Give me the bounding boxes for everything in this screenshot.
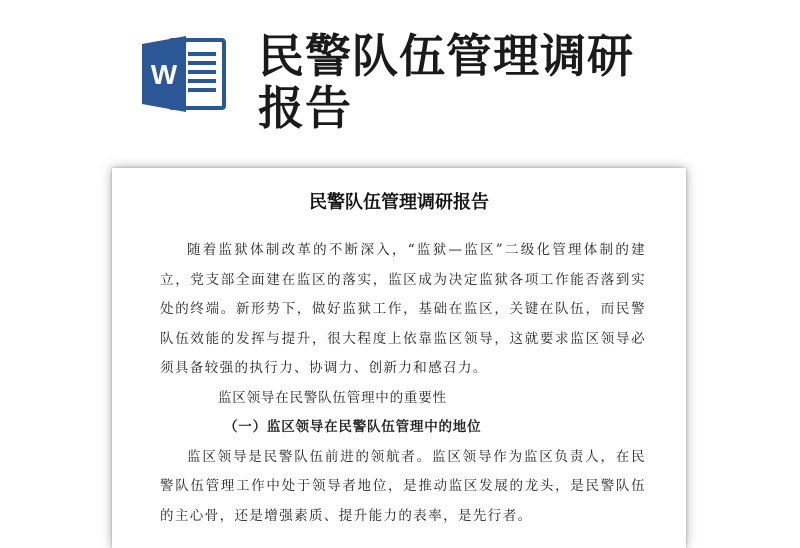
document-title: 民警队伍管理调研报告: [309, 192, 489, 213]
document-page[interactable]: [112, 168, 686, 548]
paragraph-intro: 随着监狱体制改革的不断深入，“监狱—监区”二级化管理体制的建立，党支部全面建在监区的落实，监区成为决定监狱各项工作能否落到实处的终端。新形势下，做好监狱工作，基础在监区，关键在队伍，而民警队伍效能的发挥与提升，很大程度上依靠监区领导，这就要求监区领导必须具备较强的执行力、协调力、创新力和感召力。: [160, 242, 646, 376]
document-body: [160, 236, 646, 531]
subsection-heading: （一）监区领导在民警队伍管理中的地位: [224, 419, 482, 435]
banner-title: 民警队伍管理调研报告: [258, 29, 634, 135]
word-document-icon: [140, 32, 226, 116]
paragraph-leader-role: 监区领导是民警队伍前进的领航者。监区领导作为监区负责人，在民警队伍管理工作中处于领导者地位，是推动监区发展的龙头，是民警队伍的主心骨，还是增强素质、提升能力的表率，是先行者。: [160, 448, 646, 524]
banner-header: [0, 0, 800, 140]
section-heading: 监区领导在民警队伍管理中的重要性: [218, 389, 447, 406]
svg-text:W: W: [150, 59, 178, 90]
